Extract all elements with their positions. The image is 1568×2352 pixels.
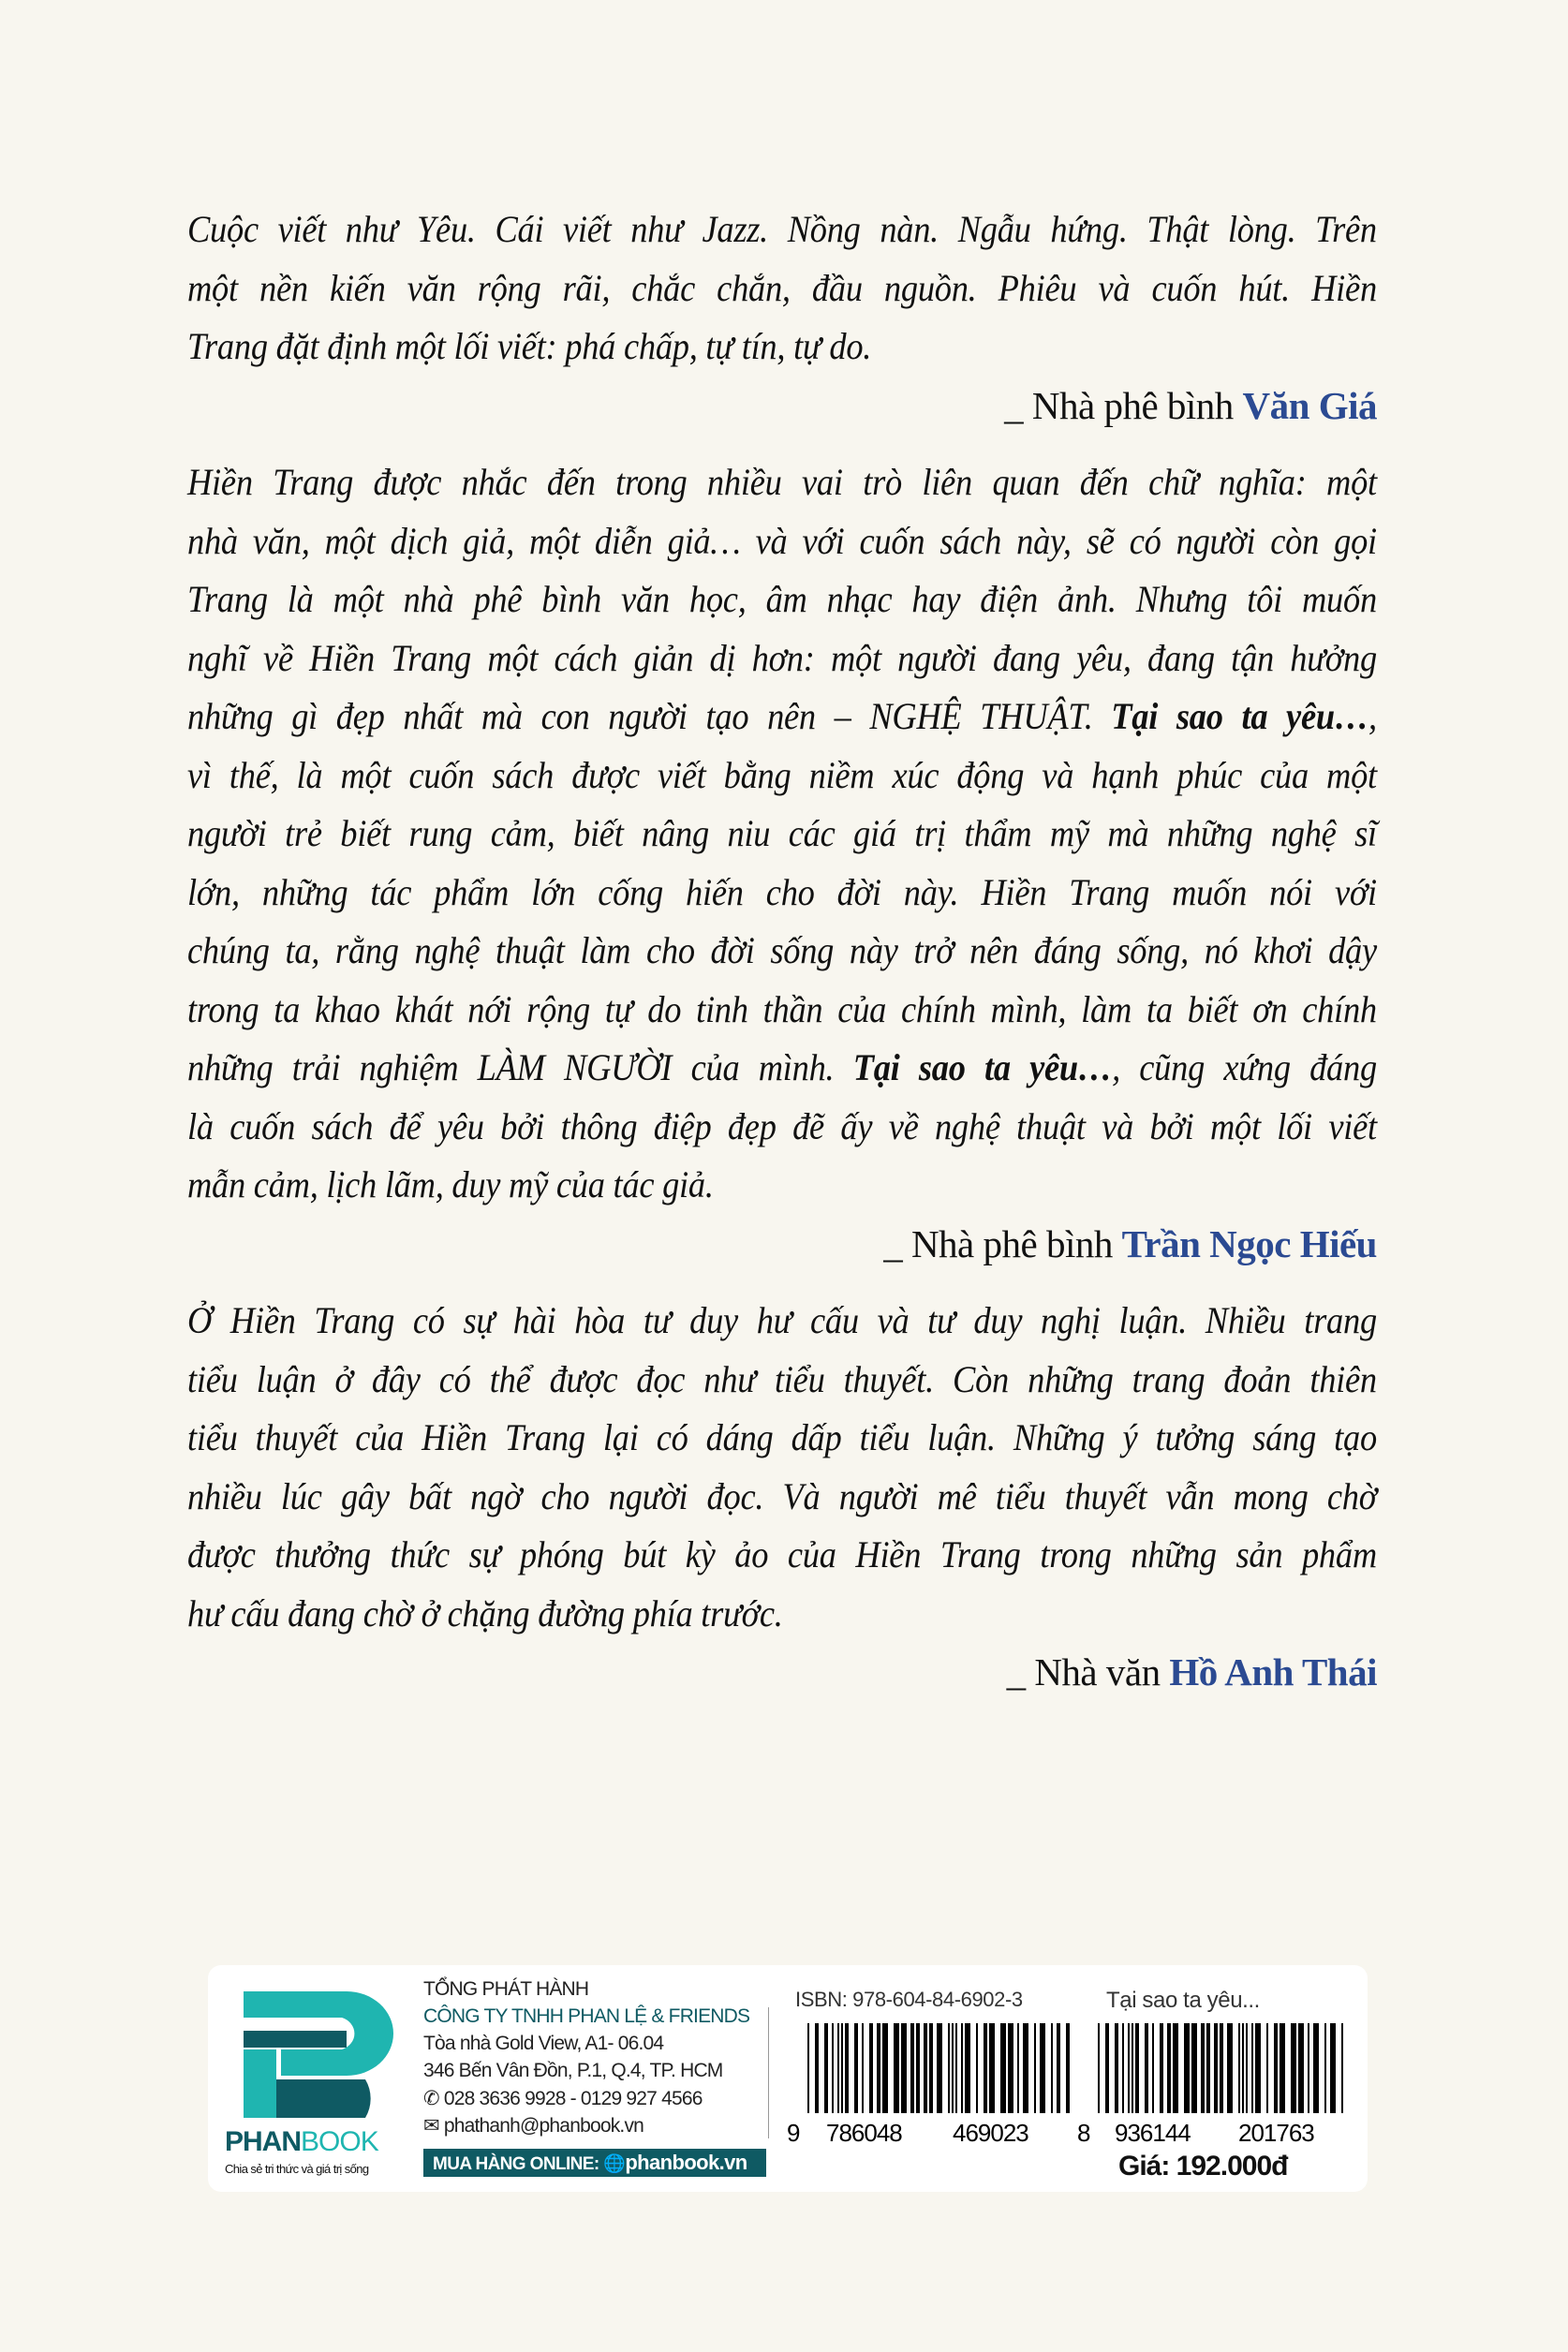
barcode-bar <box>862 2023 864 2113</box>
barcode-bar <box>1160 2023 1163 2113</box>
phanbook-logo-icon <box>225 1982 403 2123</box>
barcode-bar <box>1105 2023 1109 2113</box>
barcode-bar <box>910 2023 914 2113</box>
text-line <box>187 453 1377 512</box>
book-title-emphasis: Tại sao ta yêu… <box>1111 695 1369 737</box>
text-line <box>187 512 1377 571</box>
barcode-bar <box>976 2023 978 2113</box>
text-segment: được thưởng thức sự phóng bút kỳ ảo của Hiền Trang trong những sản phẩm <box>187 1533 1377 1575</box>
logo-text-bold: PHAN <box>225 2126 302 2157</box>
text-segment: Trang đặt định một lối viết: phá chấp, tự tín, tự do. <box>187 325 872 367</box>
text-segment: Trang là một nhà phê bình văn học, âm nhạc hay điện ảnh. Nhưng tôi muốn <box>187 578 1377 620</box>
barcode-bar <box>1313 2023 1319 2113</box>
endorsements <box>187 200 1377 1721</box>
isbn-text: ISBN: 978-604-84-6902-3 <box>795 1988 1023 2011</box>
endorsement-paragraph <box>187 453 1377 1273</box>
text-line <box>187 1409 1377 1468</box>
barcode-bar <box>815 2023 819 2113</box>
barcode-bar <box>955 2023 957 2113</box>
online-url[interactable]: phanbook.vn <box>625 2151 747 2174</box>
barcode2-first-digit: 8 <box>1077 2119 1090 2147</box>
barcode-bar <box>1214 2023 1218 2113</box>
barcode-bar <box>1201 2023 1205 2113</box>
barcode-bar <box>924 2023 927 2113</box>
barcode-bar <box>1280 2023 1285 2113</box>
barcode-bar <box>841 2023 843 2113</box>
text-line <box>187 570 1377 629</box>
barcode-bar <box>1266 2023 1268 2113</box>
endorsement-paragraph <box>187 1292 1377 1702</box>
barcode-bar <box>1227 2023 1233 2113</box>
barcode1-left-digits: 786048 <box>826 2119 902 2147</box>
text-line <box>187 1526 1377 1585</box>
text-segment: những trải nghiệm LÀM NGƯỜI của mình. <box>187 1046 853 1088</box>
attribution <box>187 377 1377 436</box>
product-barcode <box>1098 2023 1346 2113</box>
book-title-emphasis: Tại sao ta yêu… <box>852 1046 1113 1088</box>
online-store-banner[interactable] <box>423 2149 766 2177</box>
online-label: MUA HÀNG ONLINE: <box>433 2154 599 2174</box>
barcode-bar <box>929 2023 933 2113</box>
text-segment: người trẻ biết rung cảm, biết nâng niu các giá trị thẩm mỹ mà những nghệ sĩ <box>187 812 1377 854</box>
logo-wordmark <box>225 2126 378 2158</box>
barcode-bar <box>1167 2023 1171 2113</box>
barcode1-right-digits: 469023 <box>953 2119 1028 2147</box>
barcode-bar <box>877 2023 880 2113</box>
mail-icon: ✉ <box>423 2115 439 2137</box>
barcode-bar <box>1135 2023 1139 2113</box>
text-segment: Hiền Trang được nhắc đến trong nhiều vai trò liên quan đến chữ nghĩa: một <box>187 461 1377 503</box>
barcode-bar <box>952 2023 954 2113</box>
attribution-role: _ Nhà phê bình <box>883 1221 1122 1265</box>
barcode-bar <box>1066 2023 1070 2113</box>
barcode-bar <box>901 2023 907 2113</box>
barcode-bar <box>1251 2023 1253 2113</box>
logo-tagline: Chia sẻ tri thức và giá trị sống <box>225 2162 369 2176</box>
text-line <box>187 688 1377 747</box>
barcode2-right-digits: 201763 <box>1238 2119 1314 2147</box>
text-line <box>187 747 1377 806</box>
barcode-bar <box>1023 2023 1028 2113</box>
barcode-bar <box>948 2023 950 2113</box>
attribution-role: _ Nhà văn <box>1006 1650 1170 1694</box>
barcode-bar <box>1291 2023 1296 2113</box>
attribution <box>187 1643 1377 1702</box>
globe-icon: 🌐 <box>603 2154 626 2174</box>
text-segment: nhà văn, một dịch giả, một diễn giả… và với cuốn sách này, sẽ có người còn gọi <box>187 519 1377 562</box>
text-segment: trong ta khao khát nới rộng tự do tinh thần của chính mình, làm ta biết ơn chính <box>187 987 1377 1030</box>
text-line <box>187 259 1377 318</box>
text-line <box>187 1468 1377 1527</box>
text-segment: Ở Hiền Trang có sự hài hòa tư duy hư cấu và tư duy nghị luận. Nhiều trang <box>187 1299 1377 1341</box>
barcode-bar <box>1308 2023 1309 2113</box>
barcode-bar <box>1191 2023 1197 2113</box>
attribution <box>187 1215 1377 1274</box>
text-segment: , <box>1368 695 1377 737</box>
barcode-bar <box>1238 2023 1240 2113</box>
text-segment: , cũng xứng đáng <box>1112 1046 1377 1088</box>
barcode-bar <box>1184 2023 1190 2113</box>
barcode-bar <box>1246 2023 1248 2113</box>
text-segment: nghĩ về Hiền Trang một cách giản dị hơn: một người đang yêu, đang tận hưởng <box>187 636 1377 679</box>
barcode-bar <box>869 2023 873 2113</box>
barcode-bar <box>965 2023 970 2113</box>
company-name: CÔNG TY TNHH PHAN LỆ & FRIENDS <box>423 2005 750 2027</box>
text-line <box>187 200 1377 259</box>
phone-number: 028 3636 9928 - 0129 927 4566 <box>443 2088 703 2109</box>
isbn-barcode <box>807 2023 1070 2113</box>
logo-text-light: BOOK <box>301 2126 378 2157</box>
text-segment: Cuộc viết như Yêu. Cái viết như Jazz. Nồng nàn. Ngẫu hứng. Thật lòng. Trên <box>187 208 1377 250</box>
distributor-heading: TỔNG PHÁT HÀNH <box>423 1978 589 2000</box>
barcode-bar <box>1008 2023 1013 2113</box>
barcode-bar <box>832 2023 834 2113</box>
critic-name: Hồ Anh Thái <box>1169 1650 1377 1694</box>
barcode-bar <box>1034 2023 1036 2113</box>
barcode-bar <box>1152 2023 1154 2113</box>
text-line <box>187 318 1377 377</box>
barcode-bar <box>1298 2023 1304 2113</box>
text-line <box>187 629 1377 688</box>
barcode-bar <box>1000 2023 1006 2113</box>
barcode-bar <box>1220 2023 1223 2113</box>
barcode-bar <box>916 2023 920 2113</box>
barcode-bar <box>1324 2023 1326 2113</box>
text-line <box>187 1039 1377 1098</box>
text-segment: những gì đẹp nhất mà con người tạo nên – NGHỆ THUẬT. <box>187 695 1112 737</box>
text-line <box>187 1351 1377 1410</box>
text-segment: hư cấu đang chờ ở chặng đường phía trước. <box>187 1591 783 1635</box>
barcode-bar <box>1242 2023 1244 2113</box>
text-segment: tiểu luận ở đây có thể được đọc như tiểu thuyết. Còn những trang đoản thiên <box>187 1357 1377 1400</box>
barcode-bar <box>1255 2023 1261 2113</box>
text-segment: một nền kiến văn rộng rãi, chắc chắn, đầu nguồn. Phiêu và cuốn hút. Hiền <box>187 266 1377 309</box>
barcode-bar <box>1206 2023 1210 2113</box>
barcode-bar <box>1173 2023 1178 2113</box>
barcode-bar <box>1017 2023 1019 2113</box>
divider <box>768 2007 769 2138</box>
phone-icon: ✆ <box>423 2088 439 2109</box>
barcode-bar <box>845 2023 849 2113</box>
barcode-bar <box>1040 2023 1045 2113</box>
text-segment: nhiều lúc gây bất ngờ cho người đọc. Và người mê tiểu thuyết vẫn mong chờ <box>187 1474 1377 1517</box>
address-line-1: Tòa nhà Gold View, A1- 06.04 <box>423 2033 664 2054</box>
endorsement-paragraph <box>187 200 1377 435</box>
barcode2-left-digits: 936144 <box>1115 2119 1191 2147</box>
text-line <box>187 1585 1377 1644</box>
barcode-bar <box>824 2023 828 2113</box>
barcode-bar <box>1132 2023 1133 2113</box>
text-segment: mẫn cảm, lịch lãm, duy mỹ của tác giả. <box>187 1163 714 1206</box>
barcode-bar <box>854 2023 858 2113</box>
barcode-bar <box>961 2023 963 2113</box>
email: phathanh@phanbook.vn <box>443 2115 644 2137</box>
book-title-label: Tại sao ta yêu... <box>1106 1988 1260 2013</box>
barcode-bar <box>807 2023 809 2113</box>
barcode-bar <box>937 2023 942 2113</box>
publisher-barcode-panel <box>208 1965 1368 2192</box>
barcode-bar <box>1122 2023 1124 2113</box>
barcode-bar <box>882 2023 888 2113</box>
critic-name: Trần Ngọc Hiếu <box>1121 1221 1377 1265</box>
attribution-role: _ Nhà phê bình <box>1004 383 1243 427</box>
text-line <box>187 981 1377 1040</box>
text-line <box>187 1156 1377 1215</box>
barcode-bar <box>1145 2023 1148 2113</box>
text-line <box>187 864 1377 923</box>
text-line <box>187 805 1377 864</box>
text-line <box>187 1292 1377 1351</box>
barcode-bar <box>1051 2023 1053 2113</box>
address-line-2: 346 Bến Vân Đồn, P.1, Q.4, TP. HCM <box>423 2060 723 2081</box>
barcode-bar <box>837 2023 839 2113</box>
text-segment: vì thế, là một cuốn sách được viết bằng niềm xúc động và hạnh phúc của một <box>187 753 1377 796</box>
price: Giá: 192.000đ <box>1118 2151 1288 2182</box>
barcode-bar <box>1330 2023 1336 2113</box>
text-line <box>187 922 1377 981</box>
barcode-bar <box>1128 2023 1130 2113</box>
barcode-bar <box>1098 2023 1100 2113</box>
barcode-bar <box>1274 2023 1278 2113</box>
text-line <box>187 1098 1377 1157</box>
barcode-bar <box>984 2023 987 2113</box>
barcode-bar <box>989 2023 995 2113</box>
barcode-bar <box>1115 2023 1118 2113</box>
text-segment: lớn, những tác phẩm lớn cống hiến cho đời này. Hiền Trang muốn nói với <box>187 870 1377 913</box>
barcode-bar <box>1341 2023 1343 2113</box>
text-segment: chúng ta, rằng nghệ thuật làm cho đời sống này trở nên đáng sống, nó khơi dậy <box>187 929 1377 971</box>
text-segment: tiểu thuyết của Hiền Trang lại có dáng dấp tiểu luận. Những ý tưởng sáng tạo <box>187 1416 1377 1458</box>
barcode-bar <box>894 2023 899 2113</box>
barcode1-first-digit: 9 <box>787 2119 800 2147</box>
critic-name: Văn Giá <box>1242 383 1377 427</box>
text-segment: là cuốn sách để yêu bởi thông điệp đẹp đẽ ấy về nghệ thuật và bởi một lối viết <box>187 1104 1377 1147</box>
barcode-bar <box>1057 2023 1060 2113</box>
